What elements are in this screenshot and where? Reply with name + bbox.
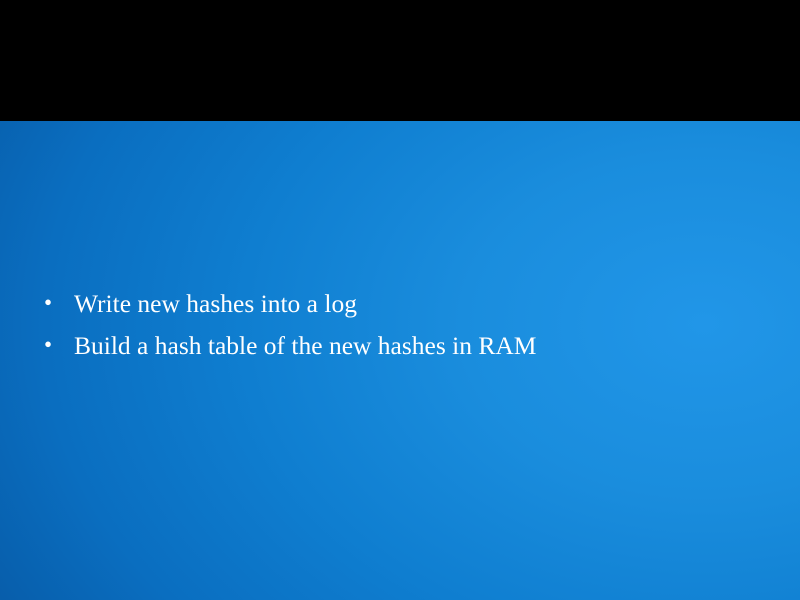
bullet-point-icon: • xyxy=(44,290,53,315)
list-item xyxy=(44,286,764,321)
list-item-label: Write new hashes into a log xyxy=(74,289,357,318)
list-item-label: Build a hash table of the new hashes in RAM xyxy=(74,331,537,361)
bullet-list xyxy=(44,286,764,370)
title-band xyxy=(0,0,800,121)
bullet-point-icon: • xyxy=(44,332,53,358)
list-item xyxy=(44,328,764,363)
